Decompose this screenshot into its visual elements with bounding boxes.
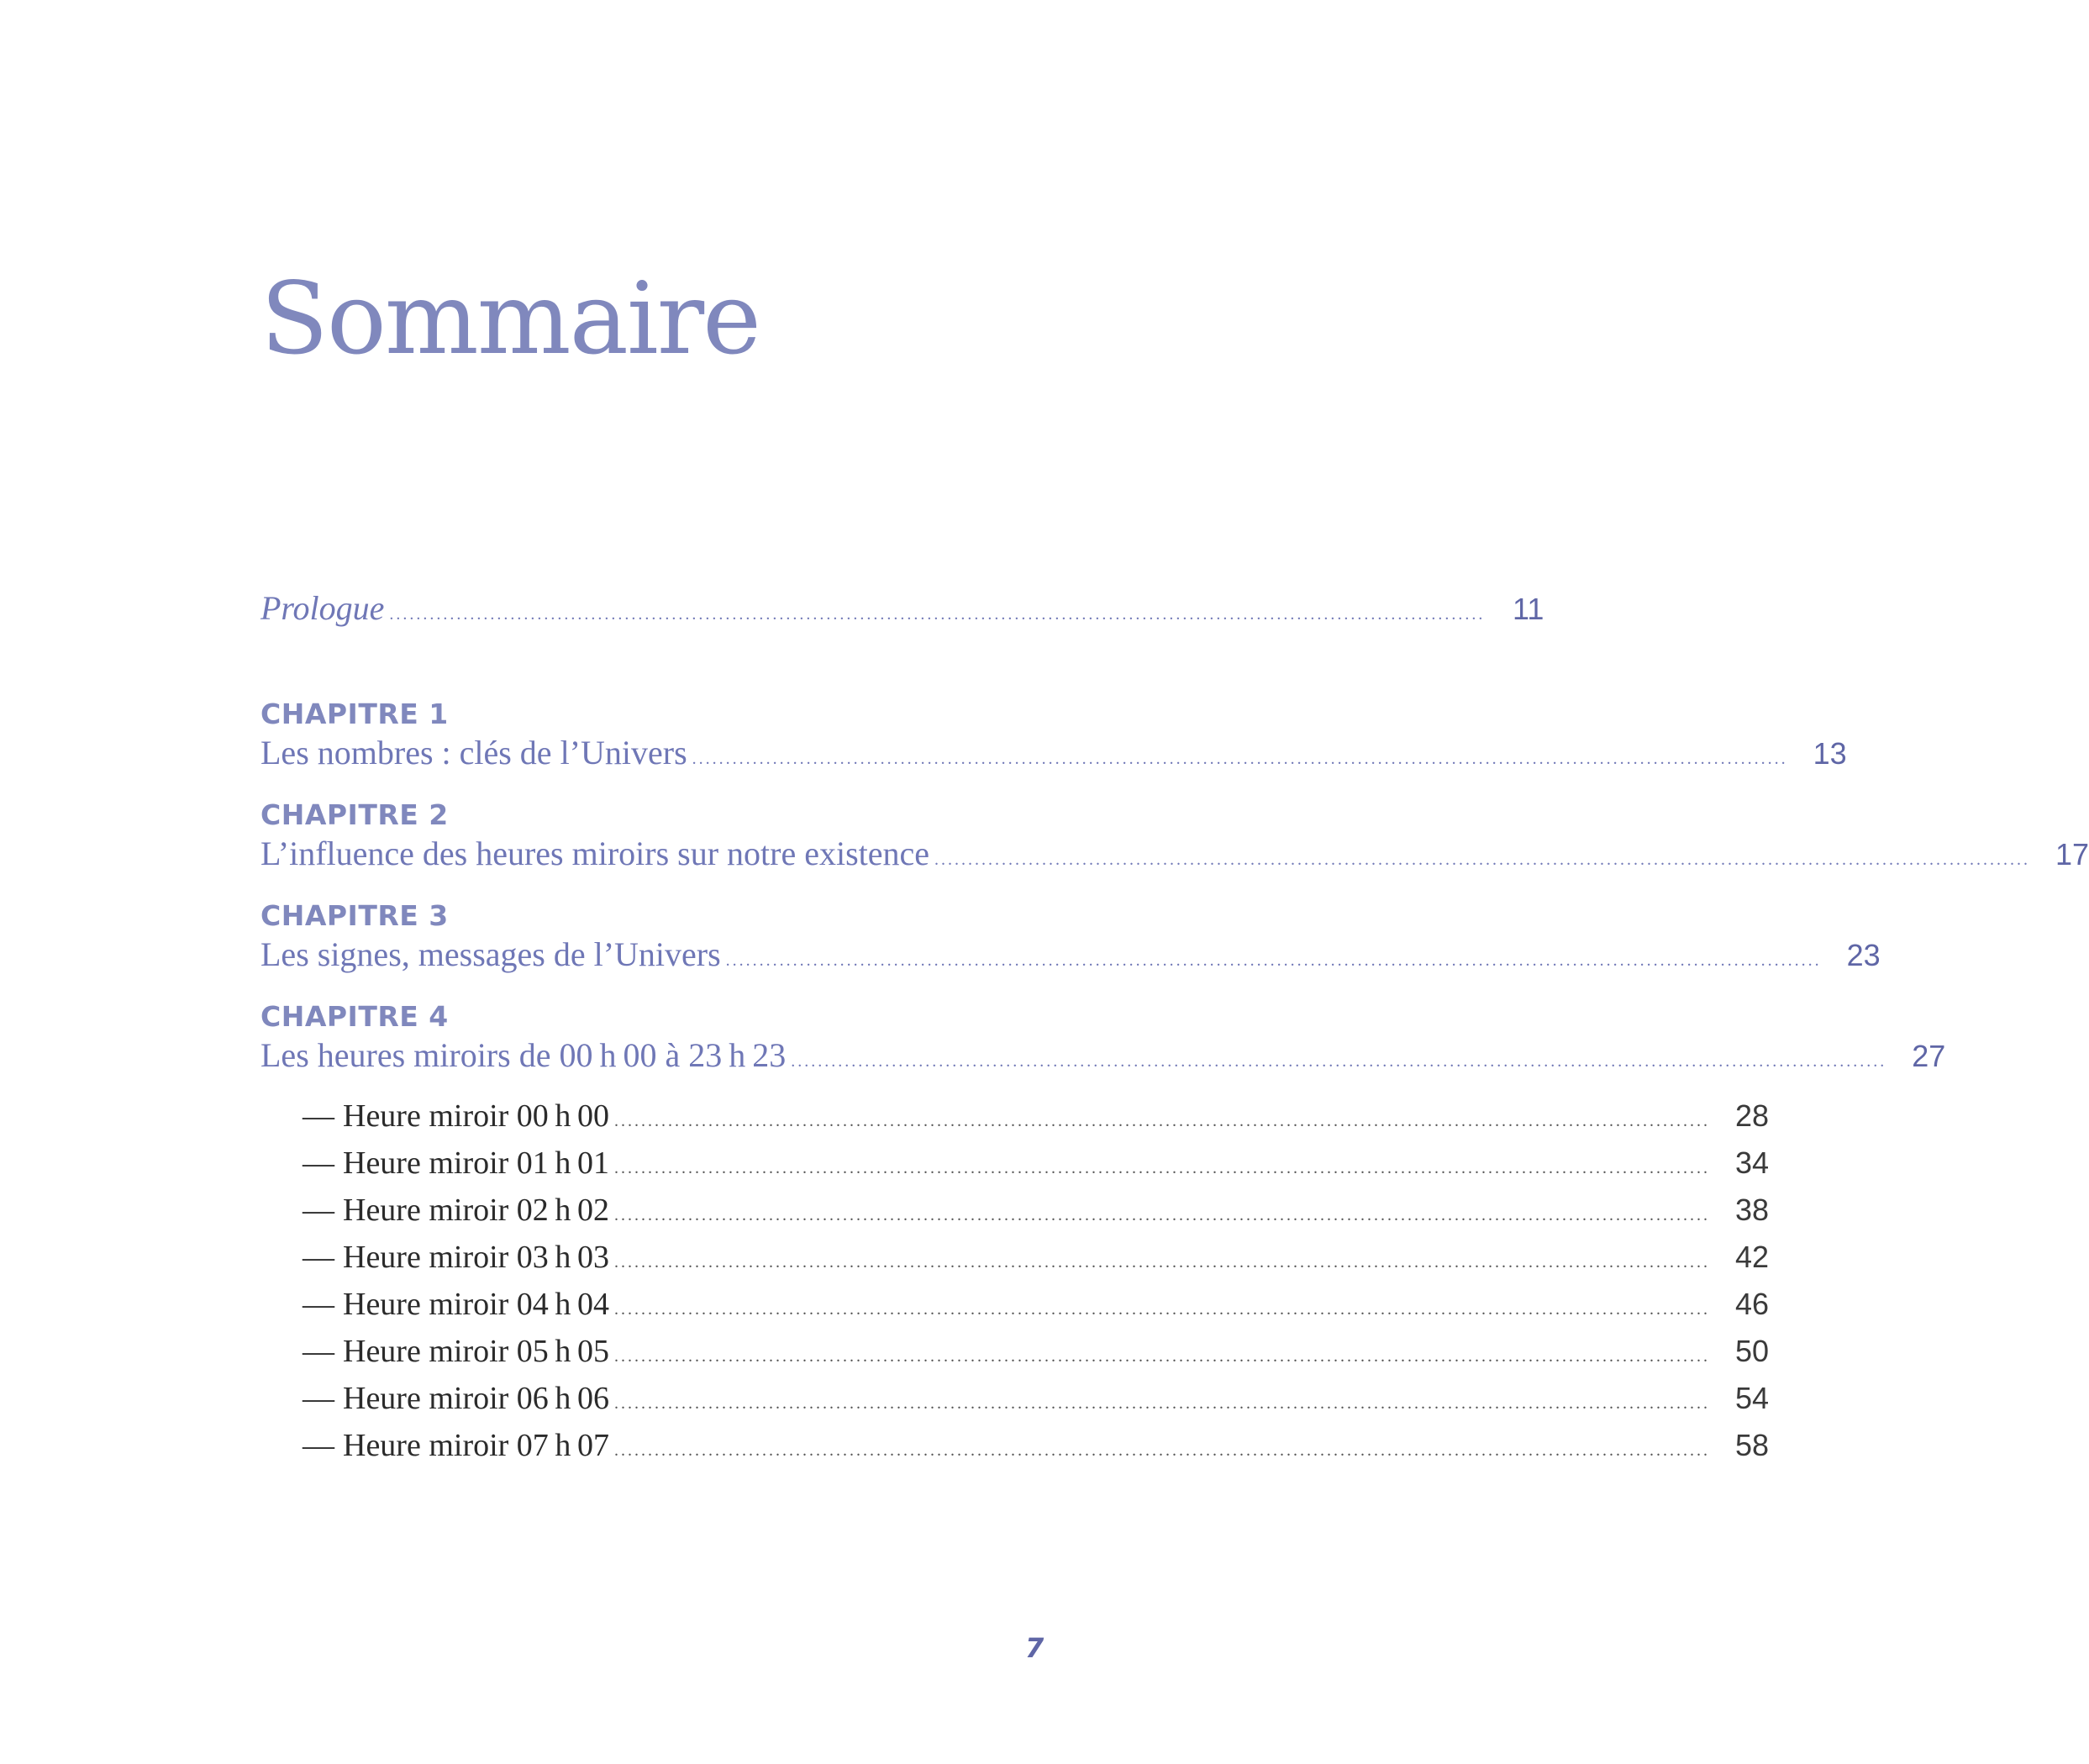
toc-entry-page: 17: [2055, 837, 2089, 871]
dot-leader: ...................................................................................................................................................................: [614, 1300, 1711, 1319]
toc-entry-prologue[interactable]: [260, 588, 1544, 632]
chapter-heading: CHAPITRE 3: [260, 899, 449, 932]
toc-entry-page: 54: [1734, 1381, 1770, 1415]
toc-subentry[interactable]: [303, 1380, 1770, 1420]
toc-subentry-label: [303, 1192, 609, 1229]
toc-entry-page: 23: [1846, 938, 1881, 972]
toc-entry-label: Les heures miroirs de 00 h 00 à 23 h 23: [260, 1036, 787, 1074]
toc-subentry-label: [303, 1286, 609, 1323]
toc-subentry-text: Heure miroir 07 h 07: [343, 1428, 610, 1463]
em-dash: —: [303, 1428, 334, 1463]
toc-subentry-label: [303, 1098, 609, 1135]
em-dash: —: [303, 1240, 334, 1275]
toc-subentry[interactable]: [303, 1145, 1770, 1185]
toc-subentry-label: [303, 1333, 609, 1370]
toc-entry-page: 13: [1813, 736, 1847, 771]
dot-leader: ...................................................................................................................................................................: [614, 1159, 1711, 1177]
chapter-heading: CHAPITRE 2: [260, 798, 449, 831]
toc-subentry[interactable]: [303, 1333, 1770, 1373]
toc-subentry[interactable]: [303, 1098, 1770, 1138]
dot-leader: ...................................................................................................................................................................: [614, 1441, 1711, 1460]
dot-leader: ...................................................................................................................................................................: [791, 1052, 1887, 1071]
dot-leader: ...................................................................................................................................................................: [725, 951, 1822, 970]
toc-subentry-label: [303, 1427, 609, 1464]
toc-subentry-text: Heure miroir 03 h 03: [343, 1240, 610, 1275]
toc-entry-page: 27: [1912, 1039, 1946, 1073]
toc-subentry[interactable]: [303, 1427, 1770, 1467]
toc-entry-page: 58: [1734, 1428, 1770, 1462]
toc-entry-page: 50: [1734, 1334, 1770, 1368]
page-number: 7: [1025, 1632, 1044, 1664]
em-dash: —: [303, 1145, 334, 1181]
toc-subentry-text: Heure miroir 02 h 02: [343, 1193, 610, 1228]
em-dash: —: [303, 1287, 334, 1322]
dot-leader: ...................................................................................................................................................................: [934, 850, 2031, 869]
dot-leader: ...................................................................................................................................................................: [614, 1394, 1711, 1413]
toc-entry-page: 28: [1734, 1098, 1770, 1133]
toc-subentry-text: Heure miroir 01 h 01: [343, 1145, 610, 1181]
toc-subentry[interactable]: [303, 1192, 1770, 1232]
chapter-heading: CHAPITRE 1: [260, 698, 449, 730]
toc-subentry-text: Heure miroir 06 h 06: [343, 1381, 610, 1416]
em-dash: —: [303, 1334, 334, 1369]
em-dash: —: [303, 1381, 334, 1416]
em-dash: —: [303, 1098, 334, 1134]
toc-subentry-text: Heure miroir 04 h 04: [343, 1287, 610, 1322]
toc-entry-page: 11: [1513, 592, 1544, 626]
toc-entry-label: L’influence des heures miroirs sur notre existence: [260, 835, 930, 872]
toc-subentry-label: [303, 1380, 609, 1417]
toc-entry-chapter-4[interactable]: [260, 1035, 1946, 1079]
toc-entry-page: 46: [1734, 1287, 1770, 1321]
dot-leader: ...................................................................................................................................................................: [614, 1112, 1711, 1130]
toc-subentry[interactable]: [303, 1239, 1770, 1279]
em-dash: —: [303, 1193, 334, 1228]
chapter-heading: CHAPITRE 4: [260, 1000, 449, 1033]
toc-entry-page: 34: [1734, 1145, 1770, 1180]
dot-leader: ...................................................................................................................................................................: [614, 1347, 1711, 1366]
page-title: Sommaire: [260, 261, 760, 376]
toc-entry-chapter-2[interactable]: [260, 834, 2089, 877]
toc-entry-label: Prologue: [260, 589, 385, 627]
toc-entry-page: 42: [1734, 1240, 1770, 1274]
toc-entry-chapter-3[interactable]: [260, 935, 1881, 978]
toc-entry-chapter-1[interactable]: [260, 733, 1847, 777]
toc-subentry-label: [303, 1239, 609, 1276]
dot-leader: ...................................................................................................................................................................: [614, 1206, 1711, 1224]
toc-subentry-text: Heure miroir 05 h 05: [343, 1334, 610, 1369]
toc-entry-page: 38: [1734, 1193, 1770, 1227]
toc-subentry[interactable]: [303, 1286, 1770, 1326]
dot-leader: ...................................................................................................................................................................: [389, 605, 1486, 624]
toc-subentry-text: Heure miroir 00 h 00: [343, 1098, 610, 1134]
toc-subentry-label: [303, 1145, 609, 1182]
toc-entry-label: Les signes, messages de l’Univers: [260, 935, 721, 973]
dot-leader: ...................................................................................................................................................................: [692, 750, 1788, 768]
toc-entry-label: Les nombres : clés de l’Univers: [260, 734, 687, 771]
dot-leader: ...................................................................................................................................................................: [614, 1253, 1711, 1272]
